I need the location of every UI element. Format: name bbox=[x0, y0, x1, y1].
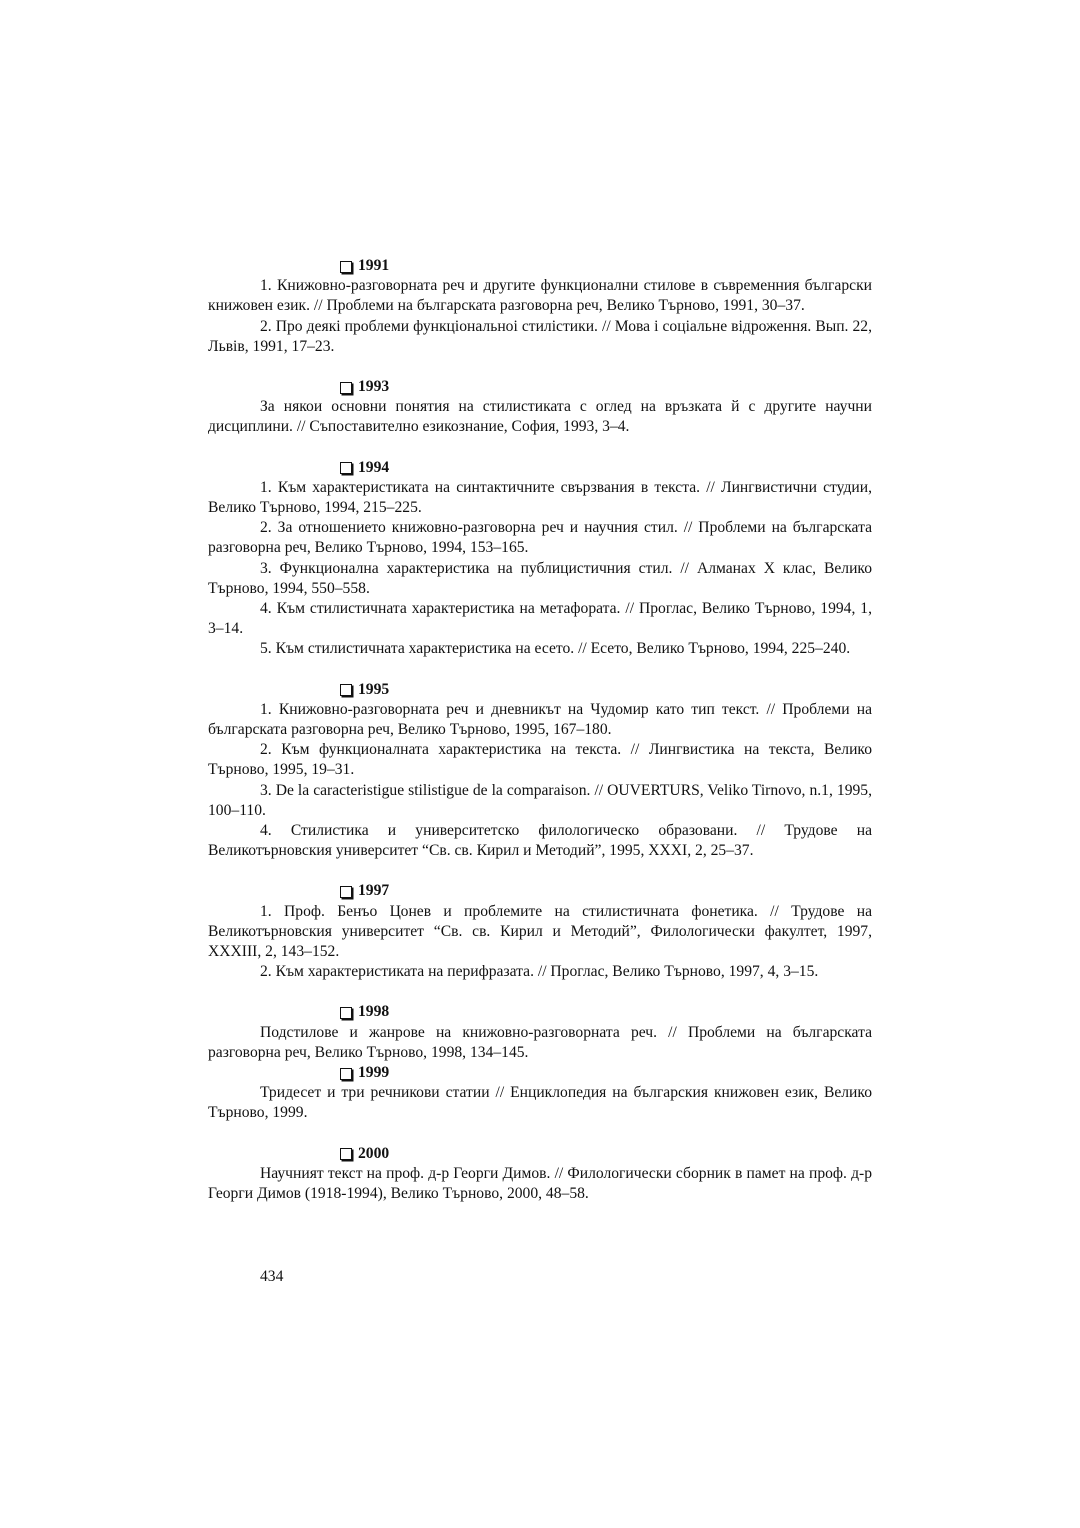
bibliography-entry: 2. За отношението книжовно-разговорна реч и научния стил. // Проблеми на българската разговорна реч, Велико Търново, 1994, 153–165. bbox=[208, 519, 872, 557]
checkbox-bullet-icon bbox=[340, 1148, 352, 1160]
bibliography-entry: 1. Към характеристиката на синтактичните свързвания в текста. // Лингвистични студии, Велико Търново, 1994, 215–225. bbox=[208, 478, 872, 516]
bibliography-entry: 3. De la caracteristigue stilistigue de la comparaison. // OUVERTURS, Veliko Tirnovo, n.1, 1995, 100–110. bbox=[208, 781, 872, 819]
bibliography-entry: 3. Функционална характеристика на публицистичния стил. // Алманах Х клас, Велико Търново, 1994, 550–558. bbox=[208, 559, 872, 597]
bibliography-page bbox=[208, 256, 872, 1224]
checkbox-bullet-icon bbox=[340, 1007, 352, 1019]
section-2000 bbox=[208, 1144, 872, 1205]
year-label: 1994 bbox=[358, 458, 390, 476]
section-1991 bbox=[208, 256, 872, 357]
year-label: 1993 bbox=[358, 378, 390, 395]
section-1999 bbox=[208, 1063, 872, 1124]
year-label: 1999 bbox=[358, 1064, 390, 1082]
year-heading bbox=[208, 881, 872, 901]
year-heading bbox=[208, 256, 872, 276]
checkbox-bullet-icon bbox=[340, 261, 352, 273]
year-label: 2000 bbox=[358, 1144, 390, 1162]
bibliography-entry: 1. Книжовно-разговорната реч и дневникът на Чудомир като тип текст. // Проблеми на българската разговорна реч, Велико Търново, 1995, 167–180. bbox=[208, 700, 872, 738]
bibliography-entry: 4. Стилистика и университетско филологическо образовани. // Трудове на Великотърновския университет “Св. св. Кирил и Методий”, 1995, ХХХI, 2, 25–37. bbox=[208, 822, 872, 860]
checkbox-bullet-icon bbox=[340, 382, 352, 394]
year-heading bbox=[208, 680, 872, 700]
year-heading bbox=[208, 1002, 872, 1022]
section-1993 bbox=[208, 377, 872, 438]
bibliography-entry: 1. Проф. Бенъо Цонев и проблемите на стилистичната фонетика. // Трудове на Великотърновския университет “Св. св. Кирил и Методий”, Филологически факултет, 1997, ХХХIII, 2, 143–152. bbox=[208, 902, 872, 961]
year-label: 1998 bbox=[358, 1003, 390, 1021]
section-1998 bbox=[208, 1002, 872, 1063]
bibliography-entry: 2. Про деякі проблеми функціональноі стилістики. // Мова і соціальне відроження. Вып. 22, Львів, 1991, 17–23. bbox=[208, 317, 872, 355]
bibliography-entry: Тридесет и три речникови статии // Енциклопедия на българския книжовен език, Велико Търново, 1999. bbox=[208, 1084, 872, 1122]
year-heading bbox=[208, 1144, 872, 1164]
bibliography-entry: 1. Книжовно-разговорната реч и другите функционални стилове в съвременния български книжовен език. // Проблеми на българската разговорна реч, Велико Търново, 1991, 30–37. bbox=[208, 277, 872, 315]
bibliography-entry: 4. Към стилистичната характеристика на метафората. // Проглас, Велико Търново, 1994, 1, 3–14. bbox=[208, 600, 872, 638]
checkbox-bullet-icon bbox=[340, 684, 352, 696]
section-1994 bbox=[208, 458, 872, 660]
checkbox-bullet-icon bbox=[340, 462, 352, 474]
year-heading bbox=[208, 458, 872, 478]
section-1995 bbox=[208, 680, 872, 862]
section-1997 bbox=[208, 881, 872, 982]
year-label: 1995 bbox=[358, 680, 390, 698]
year-heading bbox=[208, 1063, 872, 1083]
page-number: 434 bbox=[260, 1268, 284, 1285]
year-label: 1997 bbox=[358, 882, 390, 900]
bibliography-entry: 2. Към характеристиката на перифразата. // Проглас, Велико Търново, 1997, 4, 3–15. bbox=[260, 963, 819, 981]
checkbox-bullet-icon bbox=[340, 886, 352, 898]
year-label: 1991 bbox=[358, 257, 390, 274]
bibliography-entry: Подстилове и жанрове на книжовно-разговорната реч. // Проблеми на българската разговорна реч, Велико Търново, 1998, 134–145. bbox=[208, 1023, 872, 1061]
checkbox-bullet-icon bbox=[340, 1068, 352, 1080]
bibliography-entry: 2. Към функционалната характеристика на текста. // Лингвистика на текста, Велико Търново, 1995, 19–31. bbox=[208, 741, 872, 779]
bibliography-entry: Научният текст на проф. д-р Георги Димов. // Филологически сборник в памет на проф. д-р Георги Димов (1918-1994), Велико Търново, 2000, 48–58. bbox=[208, 1164, 872, 1202]
year-heading bbox=[208, 377, 872, 397]
bibliography-entry: 5. Към стилистичната характеристика на есето. // Есето, Велико Търново, 1994, 225–240. bbox=[260, 640, 851, 658]
bibliography-entry: За някои основни понятия на стилистиката с оглед на връзката й с другите научни дисциплини. // Съпоставително езикознание, София, 1993, 3–4. bbox=[208, 398, 872, 436]
